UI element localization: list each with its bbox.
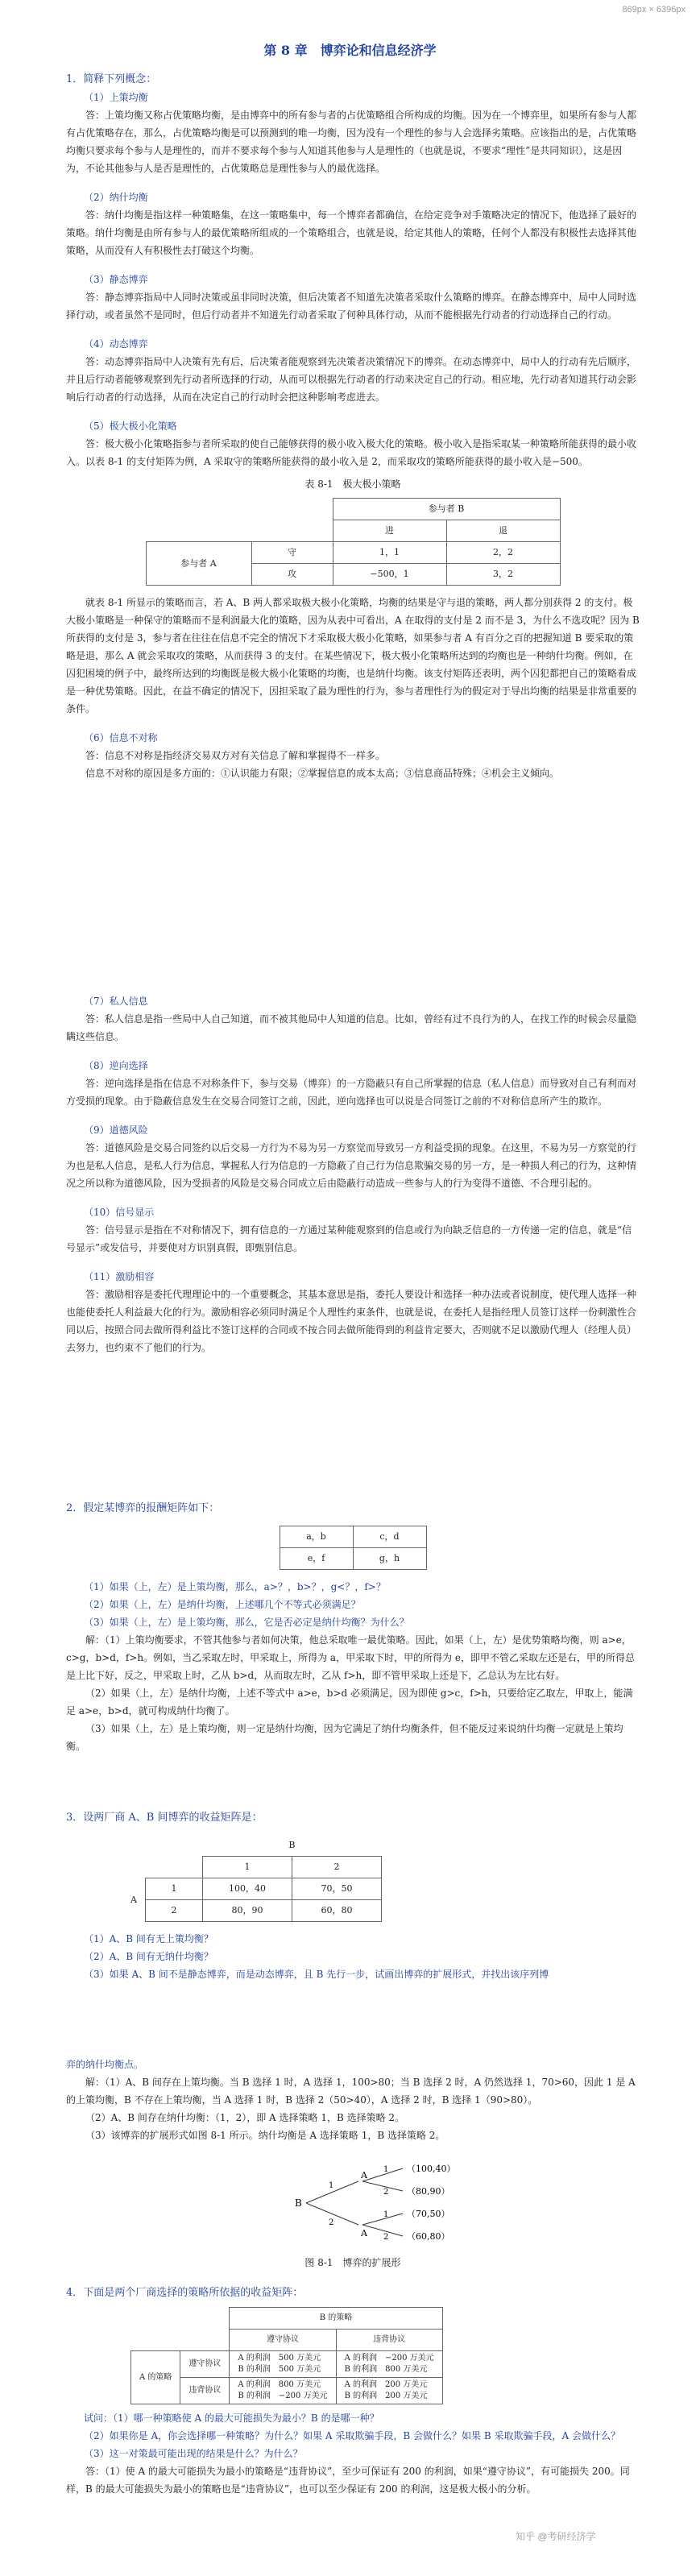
tree-branch-label: 2 xyxy=(383,2233,389,2242)
section-4 xyxy=(66,2284,640,2498)
matrix-row-2: 2 xyxy=(145,1900,202,1922)
tree-branch-label: 1 xyxy=(383,2210,389,2219)
table-row-defend: 守 xyxy=(251,542,333,564)
section-2-heading: 2．假定某博弈的报酬矩阵如下： xyxy=(66,1502,220,1514)
profit-cell xyxy=(230,2378,336,2404)
answer-3-2: （2）A、B 间存在纳什均衡：（1，2），即 A 选择策略 1，B 选择策略 2。 xyxy=(85,2112,405,2123)
image-dimensions-label: 869px × 6396px xyxy=(622,5,686,14)
term-3-title: （3）静态博弈 xyxy=(84,274,148,285)
tree-payoff: （80,90） xyxy=(407,2186,450,2197)
term-9-answer: 答：道德风险是交易合同签约以后交易一方行为不易为另一方察觉而导致另一方利益受损的现象。在这里，不易为另一方察觉的行为也是私人信息，是私人行为信息，掌握私人行为信息的一方隐蔽了自己行为信息欺骗交易的另一方，是一种损人利己的行为，这种情况之所以称为道德风险，因为受损者的风险是交易合同成立后由隐蔽行动造成一些参与人的行为变得不道德、不合理引起的。 xyxy=(66,1142,637,1189)
table-8-1-caption: 表 8-1 极大极小策略 xyxy=(304,478,401,490)
matrix-cell: e，f xyxy=(280,1548,353,1570)
term-5-discussion: 就表 8-1 所显示的策略而言，若 A、B 两人都采取极大极小化策略，均衡的结果是守与退的策略，两人都分别获得 2 的支付。极大极小策略是一种保守的策略而不是利润最大化的策略，因为从表中可看出，A 在取得的支付是 2 而不是 3，为什么不选攻呢？因为 B 所获得的支付是 3，参与者在往往在信息不完全的情况下才采取极大极小化策略，如果参与者 A 有百分之百的把握知道 B 要采取的策略是退，那么 A 就会采取攻的策略，从而获得 3 的支付。在某些情况下，极大极小化策略所达到的均衡也是一种纳什均衡。例如，在囚犯困境的例子中，最终所达到的均衡既是极大极小化策略的均衡，也是纳什均衡。该支付矩阵还表明，两个囚犯都把自己的策略看成是一种优势策略。因此，在益不确定的情况下，因担采取了最为理性的行为，参与者理性行为的假定对于导出均衡的结果是非常重要的条件。 xyxy=(66,597,640,714)
question-2-2: （2）如果（上，左）是纳什均衡，上述哪几个不等式必须满足？ xyxy=(84,1599,361,1610)
b-strategy-header: B 的策略 xyxy=(230,2308,442,2330)
question-3-3: （3）如果 A、B 间不是静态博弈，而是动态博弈，且 B 先行一步，试画出博弈的扩展形式，并找出该序列博 xyxy=(84,1969,549,1980)
matrix-cell: 70，50 xyxy=(292,1878,381,1900)
a-strategy-header: A 的策略 xyxy=(131,2351,180,2404)
tree-edge xyxy=(362,2214,403,2225)
term-4-title: （4）动态博弈 xyxy=(84,338,148,350)
term-2-answer: 答：纳什均衡是指这样一种策略集，在这一策略集中，每一个博弈者都确信，在给定竞争对手策略决定的情况下，他选择了最好的策略。纳什均衡是由所有参与人的最优策略所组成的一个策略组合，也就是说，给定其他人的策略，任何个人都没有积极性去选择其他策略，从而没有人有积极性去打破这个均衡。 xyxy=(66,209,637,256)
term-8-title: （8）逆向选择 xyxy=(84,1060,148,1071)
matrix-cell: 100，40 xyxy=(202,1878,292,1900)
profit-a: A 的利润 500 万美元 xyxy=(238,2354,321,2363)
section-2 xyxy=(66,1500,640,1755)
tree-branch-label: 2 xyxy=(329,2218,334,2227)
tree-node-label: A xyxy=(361,2228,367,2238)
term-1-title: （1）上策均衡 xyxy=(84,92,148,103)
table-cell: −500，1 xyxy=(333,564,446,586)
profit-matrix-4 xyxy=(130,2307,443,2404)
matrix-col-1: 1 xyxy=(202,1857,292,1878)
question-3-3-end: 弈的纳什均衡点。 xyxy=(66,2059,144,2070)
chapter-title: 第 8 章 博弈论和信息经济学 xyxy=(263,43,437,58)
term-10-title: （10）信号显示 xyxy=(84,1207,155,1218)
section-1-heading: 1．简释下列概念： xyxy=(66,73,157,85)
term-11-title: （11）激励相容 xyxy=(84,1271,155,1282)
table-cell: 2，2 xyxy=(446,542,560,564)
tree-payoff: （100,40） xyxy=(407,2164,456,2174)
a-break-header: 违背协议 xyxy=(180,2378,230,2404)
tree-edge xyxy=(362,2181,403,2191)
section-3-heading: 3．设两厂商 A、B 间博弈的收益矩阵是： xyxy=(66,1812,263,1824)
profit-b: B 的利润 200 万美元 xyxy=(344,2392,428,2400)
term-4-answer: 答：动态博弈指局中人决策有先有后，后决策者能观察到先决策者决策情况下的博弈。在动态博弈中，局中人的行动有先后顺序，并且后行动者能够观察到先行动者所选择的行动，从而可以根据先行动者的行动来决定自己的行动。相应地，先行动者知道其行动会影响后行动者的行动选择，从而在决定自己的行动时会把这种影响考虑进去。 xyxy=(66,356,637,403)
profit-cell xyxy=(230,2351,336,2378)
term-7-answer: 答：私人信息是指一些局中人自己知道，而不被其他局中人知道的信息。比如，曾经有过不良行为的人，在找工作的时候会尽量隐瞒这些信息。 xyxy=(66,1013,637,1042)
payoff-matrix-2 xyxy=(280,1526,427,1570)
term-7-title: （7）私人信息 xyxy=(84,996,148,1007)
answer-2-3: （3）如果（上，左）是上策均衡，则一定是纳什均衡，因为它满足了纳什均衡条件，但不能反过来说纳什均衡一定就是上策均衡。 xyxy=(66,1723,623,1752)
term-8-answer: 答：逆向选择是指在信息不对称条件下，参与交易（博弈）的一方隐蔽只有自己所掌握的信息（私人信息）而导致对自己有利而对方受损的现象。由于隐蔽信息发生在交易合同签订之前，因此，逆向选择也可以说是合同签订之前的不对称信息所产生的欺诈。 xyxy=(66,1078,637,1107)
section-3 xyxy=(66,1809,640,1983)
matrix-col-2: 2 xyxy=(292,1857,381,1878)
table-top-header: 参与者 B xyxy=(333,499,560,520)
profit-cell xyxy=(336,2351,442,2378)
tree-node-label: A xyxy=(361,2170,367,2180)
term-11-answer: 答：激励相容是委托代理理论中的一个重要概念，其基本意思是指，委托人要设计和选择一种办法或者说制度，使代理人选择一种也能使委托人利益最大化的行为。激励相容必须同时满足个人理性约束条件，也就是说，在委托人是指经理人员签订这样一份刺激性合同以后，按照合同去做所得利益比不签订这样的合同或不按合同去做所能得到的利益肯定要大，否则就不足以激励代理人（经理人员）去努力，也约束不了他们的行为。 xyxy=(66,1289,637,1353)
profit-b: B 的利润 500 万美元 xyxy=(238,2365,321,2374)
question-4-1: 试问：（1）哪一种策略使 A 的最大可能损失为最小？B 的是哪一种？ xyxy=(84,2412,379,2424)
matrix-side-label: A xyxy=(130,1894,137,1905)
answer-3-3: （3）该博弈的扩展形式如图 8-1 所示。纳什均衡是 A 选择策略 1，B 选择策略 2。 xyxy=(85,2130,445,2141)
question-2-3: （3）如果（上，左）是上策均衡，那么，它是否必定是纳什均衡？为什么？ xyxy=(84,1617,409,1628)
tree-edge xyxy=(362,2225,403,2236)
matrix-cell: 60，80 xyxy=(292,1900,381,1922)
term-3-answer: 答：静态博弈指局中人同时决策或虽非同时决策，但后决策者不知道先决策者采取什么策略的博弈。在静态博弈中，局中人同时选择行动，或者虽然不是同时，但后行动者并不知道先行动者采取了何种具体行动，从而不能根据先行动者的行动选择自己的行动。 xyxy=(66,292,637,321)
question-4-2: （2）如果你是 A，你会选择哪一种策略？为什么？如果 A 采取欺骗手段，B 会做什么？如果 B 采取欺骗手段，A 会做什么？ xyxy=(84,2430,620,2441)
profit-b: B 的利润 800 万美元 xyxy=(344,2365,428,2374)
matrix-cell: c，d xyxy=(353,1526,426,1548)
question-3-2: （2）A、B 间有无纳什均衡？ xyxy=(84,1951,213,1962)
table-row-attack: 攻 xyxy=(251,564,333,586)
table-col-advance: 进 xyxy=(333,520,446,542)
profit-b: B 的利润 −200 万美元 xyxy=(238,2392,328,2400)
matrix-cell: 80，90 xyxy=(202,1900,292,1922)
tree-edge xyxy=(362,2168,403,2181)
matrix-cell: g，h xyxy=(353,1548,426,1570)
section-1 xyxy=(66,71,640,782)
section-4-heading: 4．下面是两个厂商选择的策略所依据的收益矩阵： xyxy=(66,2287,304,2299)
term-5-answer: 答：极大极小化策略指参与者所采取的使自己能够获得的极小收入极大化的策略。极小收入是指采取某一种策略所能获得的最小收入。以表 8-1 的支付矩阵为例，A 采取守的策略所能获得的最小收入是 2，而采取攻的策略所能获得的最小收入是−500。 xyxy=(66,438,637,467)
table-row-header: 参与者 A xyxy=(146,542,251,586)
tree-payoff: （60,80） xyxy=(407,2231,450,2242)
tree-branch-label: 1 xyxy=(383,2165,389,2174)
answer-3-1: 解：（1）A、B 间存在上策均衡。当 B 选择 1 时，A 选择 1，100>80；当 B 选择 2 时，A 仍然选择 1，70>60，因此 1 是 A 的上策均衡，B 不存在上策均衡，当 A 选择 1 时，B 选择 2（50>40），A 选择 2 时，B 选择 1（90>80）。 xyxy=(66,2077,636,2106)
profit-a: A 的利润 800 万美元 xyxy=(238,2380,321,2389)
a-keep-header: 遵守协议 xyxy=(180,2351,230,2378)
matrix-cell: a，b xyxy=(280,1526,353,1548)
term-6-answer: 答：信息不对称是指经济交易双方对有关信息了解和掌握得不一样多。 xyxy=(85,750,386,761)
b-keep-header: 遵守协议 xyxy=(230,2330,336,2351)
figure-8-1-caption: 图 8-1 博弈的扩展形 xyxy=(304,2257,401,2268)
term-1-answer: 答：上策均衡又称占优策略均衡，是由博弈中的所有参与者的占优策略组合所构成的均衡。因为在一个博弈里，如果所有参与人都有占优策略存在，那么，占优策略均衡是可以预测到的唯一均衡，因为没有一个理性的参与人会选择劣策略。应该指出的是，占优策略均衡只要求每个参与人是理性的，而并不要求每个参与人知道其他参与人是理性的（也就是说，不要求“理性”是共同知识），这是因为，不论其他参与人是否是理性的，占优策略总是理性参与人的最优选择。 xyxy=(66,110,637,174)
table-cell: 1，1 xyxy=(333,542,446,564)
b-break-header: 违背协议 xyxy=(336,2330,442,2351)
term-2-title: （2）纳什均衡 xyxy=(84,192,148,203)
term-9-title: （9）道德风险 xyxy=(84,1124,148,1136)
profit-cell xyxy=(336,2378,442,2404)
section-1-continued xyxy=(66,992,640,1356)
tree-branch-label: 1 xyxy=(329,2181,334,2190)
tree-branch-label: 2 xyxy=(383,2188,389,2197)
question-2-1: （1）如果（上，左）是上策均衡，那么，a>？，b>？，g<？，f>？ xyxy=(84,1581,386,1592)
question-4-3: （3）这一对策最可能出现的结果是什么？为什么？ xyxy=(84,2448,303,2459)
tree-root-label: B xyxy=(295,2197,302,2209)
section-3-continued xyxy=(66,2056,640,2144)
profit-a: A 的利润 200 万美元 xyxy=(344,2380,428,2389)
table-8-1 xyxy=(146,498,561,586)
term-5-title: （5）极大极小化策略 xyxy=(84,420,177,432)
table-col-retreat: 退 xyxy=(446,520,560,542)
term-6-causes: 信息不对称的原因是多方面的：①认识能力有限；②掌握信息的成本太高；③信息商品特殊；④机会主义倾向。 xyxy=(85,768,560,779)
answer-2-1: 解：（1）上策均衡要求，不管其他参与者如何决策，他总采取唯一最优策略。因此，如果（上，左）是优势策略均衡，则 a>e，c>g，b>d，f>h。例如，当乙采取左时，甲采取上，所得为 a，甲采取下时，甲的所得为 e，即甲不管乙采取左还是右，甲的所得总是上比下好，反之，甲采取上时，乙从 b>d，从而取左时，乙从 f>h，即不管甲采取上还是下，乙总认为左比右好。 xyxy=(66,1634,635,1681)
watermark: 知乎 @考研经济学 xyxy=(516,2531,596,2542)
profit-a: A 的利润 −200 万美元 xyxy=(344,2354,434,2363)
payoff-matrix-3 xyxy=(122,1835,382,1922)
term-10-answer: 答：信号显示是指在不对称情况下，拥有信息的一方通过某种能观察到的信息或行为向缺乏信息的一方传递一定的信息，就是“信号显示”或发信号，并要使对方识别真假，即甄别信息。 xyxy=(66,1224,632,1253)
matrix-top-label: B xyxy=(288,1840,296,1850)
term-6-title: （6）信息不对称 xyxy=(84,732,158,743)
question-3-1: （1）A、B 间有无上策均衡？ xyxy=(84,1933,213,1944)
table-cell: 3，2 xyxy=(446,564,560,586)
tree-payoff: （70,50） xyxy=(407,2209,450,2219)
answer-2-2: （2）如果（上，左）是纳什均衡，上述不等式中 a>e，b>d 必须满足，因为即使 g>c，f>h，只要给定乙取左，甲取上，能满足 a>e，b>d，就可构成纳什均衡了。 xyxy=(66,1688,633,1717)
answer-4-1: 答：（1）使 A 的最大可能损失为最小的策略是“违背协议”，至少可保证有 200 的利润，如果“遵守协议”，有可能损失 200。同样，B 的最大可能损失为最小的策略也是“违背协议”，也可以至少保证有 200 的利润，这是极大极小的分析。 xyxy=(66,2466,630,2495)
game-tree-figure xyxy=(282,2159,483,2247)
matrix-row-1: 1 xyxy=(145,1878,202,1900)
